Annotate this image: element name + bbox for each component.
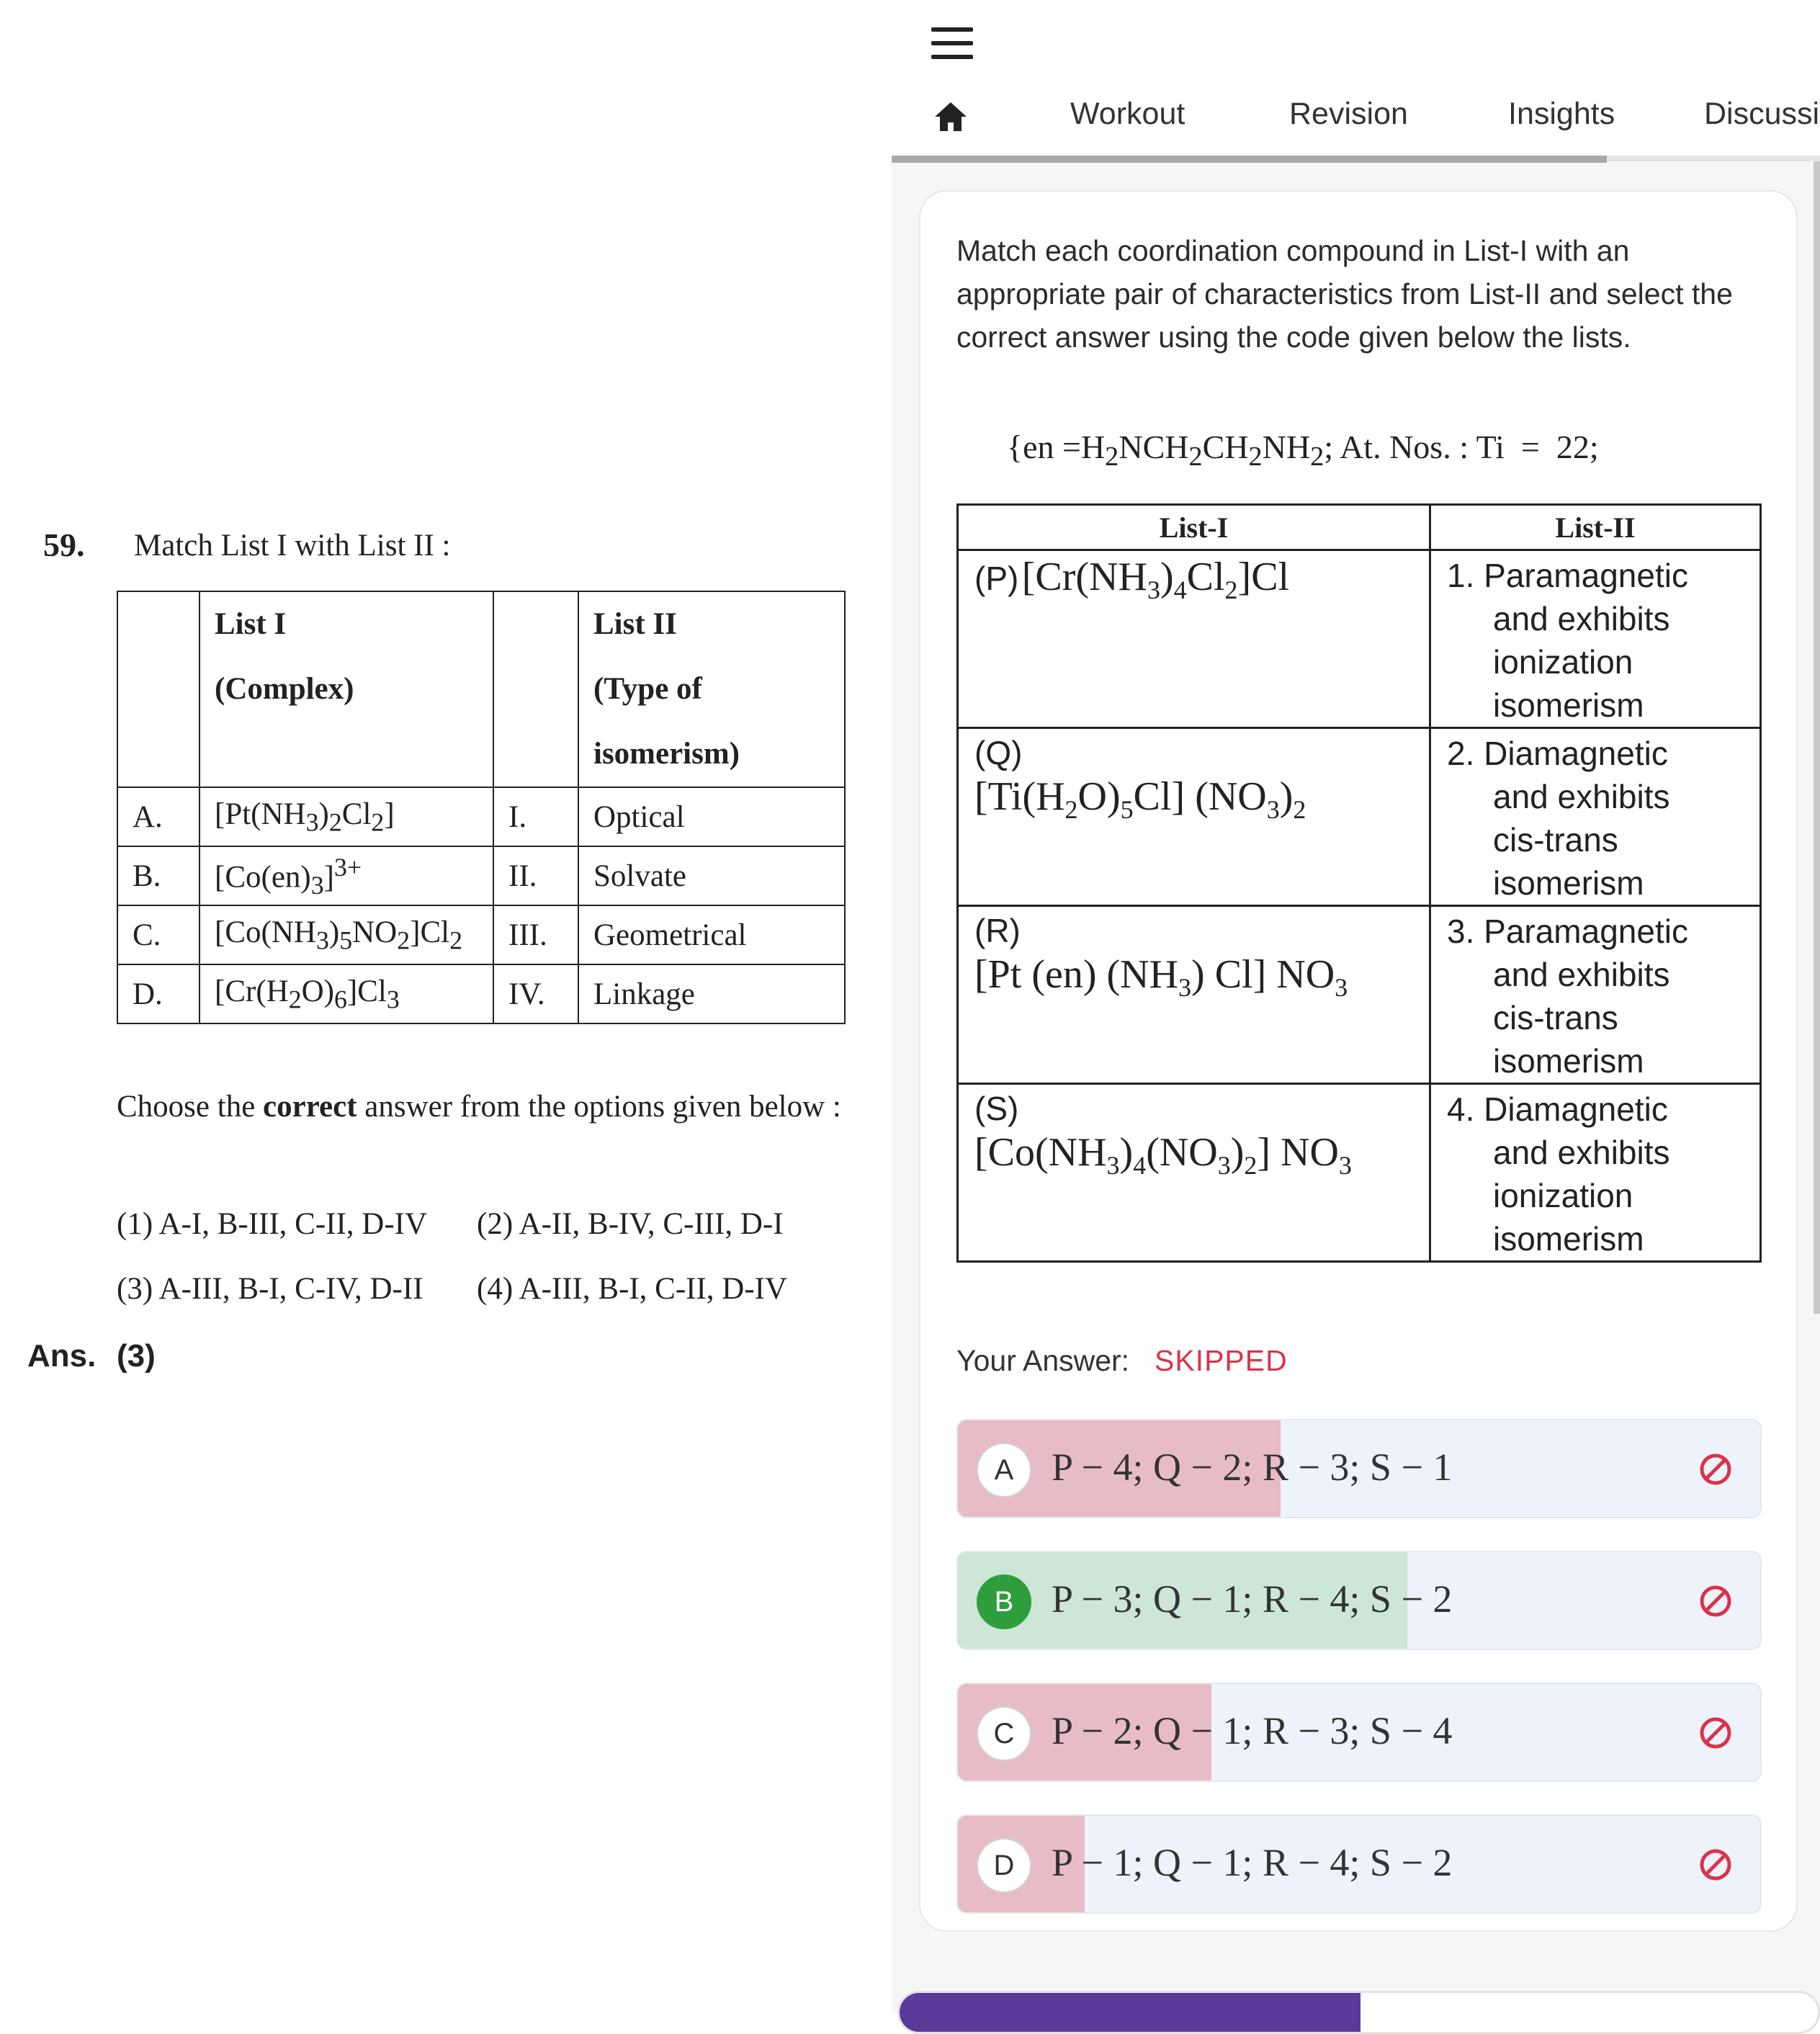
- option-letter: C: [977, 1706, 1031, 1761]
- option-1: (1) A-I, B-III, C-II, D-IV: [117, 1207, 428, 1241]
- option-text: P − 1; Q − 1; R − 4; S − 2: [1052, 1841, 1453, 1884]
- question-text: Match each coordination compound in List-I with an appropriate pair of characteristics from List-II and select the correct answer using the code given below the lists.: [956, 234, 1733, 354]
- answer-value: (3): [117, 1338, 156, 1374]
- characteristic-cell: 2. Diamagnetic and exhibits cis-trans isomerism: [1430, 728, 1761, 906]
- block-icon: [1698, 1716, 1733, 1750]
- bottom-action-bar[interactable]: [897, 1991, 1820, 2034]
- tab-workout[interactable]: Workout: [1070, 97, 1185, 131]
- tab-revision[interactable]: Revision: [1289, 97, 1408, 131]
- characteristic-cell: 1. Paramagnetic and exhibits ionization isomerism: [1430, 550, 1761, 728]
- compound-cell: (S) $[Co(NH_3)_4(NO_3)_2]$ $NO_3$: [958, 1084, 1430, 1262]
- question-card: [919, 190, 1798, 1932]
- bottom-bar-accent: [900, 1993, 1360, 2032]
- list-1-header: List-I: [958, 505, 1430, 550]
- list-2-header: List-II: [1430, 505, 1761, 550]
- tab-insights[interactable]: Insights: [1508, 97, 1615, 131]
- table-row: D. $[Cr(H_2O)_6]Cl_3$ IV. Linkage: [117, 964, 845, 1023]
- tab-indicator: [892, 156, 1607, 163]
- option-text: P − 2; Q − 1; R − 3; S − 4: [1052, 1709, 1453, 1752]
- option-3: (3) A-III, B-I, C-IV, D-II: [117, 1272, 423, 1306]
- block-icon: [1698, 1847, 1733, 1882]
- your-answer-label: Your Answer:: [956, 1344, 1130, 1377]
- question-prompt: Match List I with List II :: [134, 529, 451, 563]
- table-row: [958, 728, 1761, 906]
- choose-instruction: Choose the correct answer from the options given below :: [117, 1090, 841, 1124]
- table-header-row: [958, 505, 1761, 550]
- block-icon: [1698, 1452, 1733, 1487]
- complex-formula: $[Cr(H_2O)_6]Cl_3$: [200, 964, 493, 1023]
- compound-cell: (P) $[Cr(NH_3)_4Cl_2]Cl$: [958, 550, 1430, 728]
- option-text: P − 4; Q − 2; R − 3; S − 1: [1052, 1446, 1453, 1489]
- formula-line: {$en =H_2NCH_2CH_2NH_2$; At. Nos. : Ti = 22;: [1007, 429, 1599, 472]
- answer-label: Ans.: [27, 1338, 97, 1374]
- compound-cell: (R) [Pt (en) $(NH_3)$ Cl] $NO_3$: [958, 906, 1430, 1084]
- scrollbar[interactable]: [1814, 161, 1820, 1314]
- option-2: (2) A-II, B-IV, C-III, D-I: [477, 1207, 784, 1241]
- table-row: A. $[Pt(NH_3)_2Cl_2]$ I. Optical: [117, 787, 845, 846]
- complex-formula: $[Pt(NH_3)_2Cl_2]$: [200, 787, 493, 846]
- table-header-row: [117, 591, 845, 787]
- compound-cell: (Q) $[Ti(H_2O)_5Cl]$ $(NO_3)_2$: [958, 728, 1430, 906]
- list2-header: List II (Type of isomerism): [578, 591, 845, 787]
- list-match-table: [956, 503, 1762, 1263]
- answer-option-d[interactable]: [956, 1814, 1762, 1914]
- answer-option-b[interactable]: [956, 1551, 1762, 1650]
- complex-formula: $[Co(en)_3]^{3+}$: [200, 846, 493, 905]
- characteristic-cell: 3. Paramagnetic and exhibits cis-trans isomerism: [1430, 906, 1761, 1084]
- list1-header: List I (Complex): [200, 591, 493, 787]
- characteristic-cell: 4. Diamagnetic and exhibits ionization isomerism: [1430, 1084, 1761, 1262]
- app-screen: [892, 0, 1820, 2015]
- table-row: C. $[Co(NH_3)_5NO_2]Cl_2$ III. Geometrical: [117, 905, 845, 964]
- option-text: P − 3; Q − 1; R − 4; S − 2: [1052, 1577, 1453, 1621]
- your-answer-status: SKIPPED: [1155, 1344, 1288, 1377]
- top-navigation: [892, 0, 1820, 161]
- table-row: B. $[Co(en)_3]^{3+}$ II. Solvate: [117, 846, 845, 905]
- option-letter: B: [977, 1574, 1031, 1629]
- complex-formula: $[Co(NH_3)_5NO_2]Cl_2$: [200, 905, 493, 964]
- answer-option-c[interactable]: [956, 1683, 1762, 1782]
- block-icon: [1698, 1584, 1733, 1618]
- question-scan-panel: [0, 0, 892, 2015]
- option-letter: A: [977, 1443, 1031, 1497]
- answer-option-a[interactable]: [956, 1419, 1762, 1518]
- option-letter: D: [977, 1838, 1031, 1893]
- table-row: [958, 550, 1761, 728]
- table-row: [958, 906, 1761, 1084]
- home-icon[interactable]: [933, 101, 968, 133]
- menu-icon[interactable]: [931, 27, 973, 59]
- tab-discussion[interactable]: Discussi: [1704, 97, 1820, 131]
- table-row: [958, 1084, 1761, 1262]
- question-number: 59.: [43, 527, 85, 563]
- option-4: (4) A-III, B-I, C-II, D-IV: [477, 1272, 788, 1306]
- match-list-table: [117, 591, 846, 1024]
